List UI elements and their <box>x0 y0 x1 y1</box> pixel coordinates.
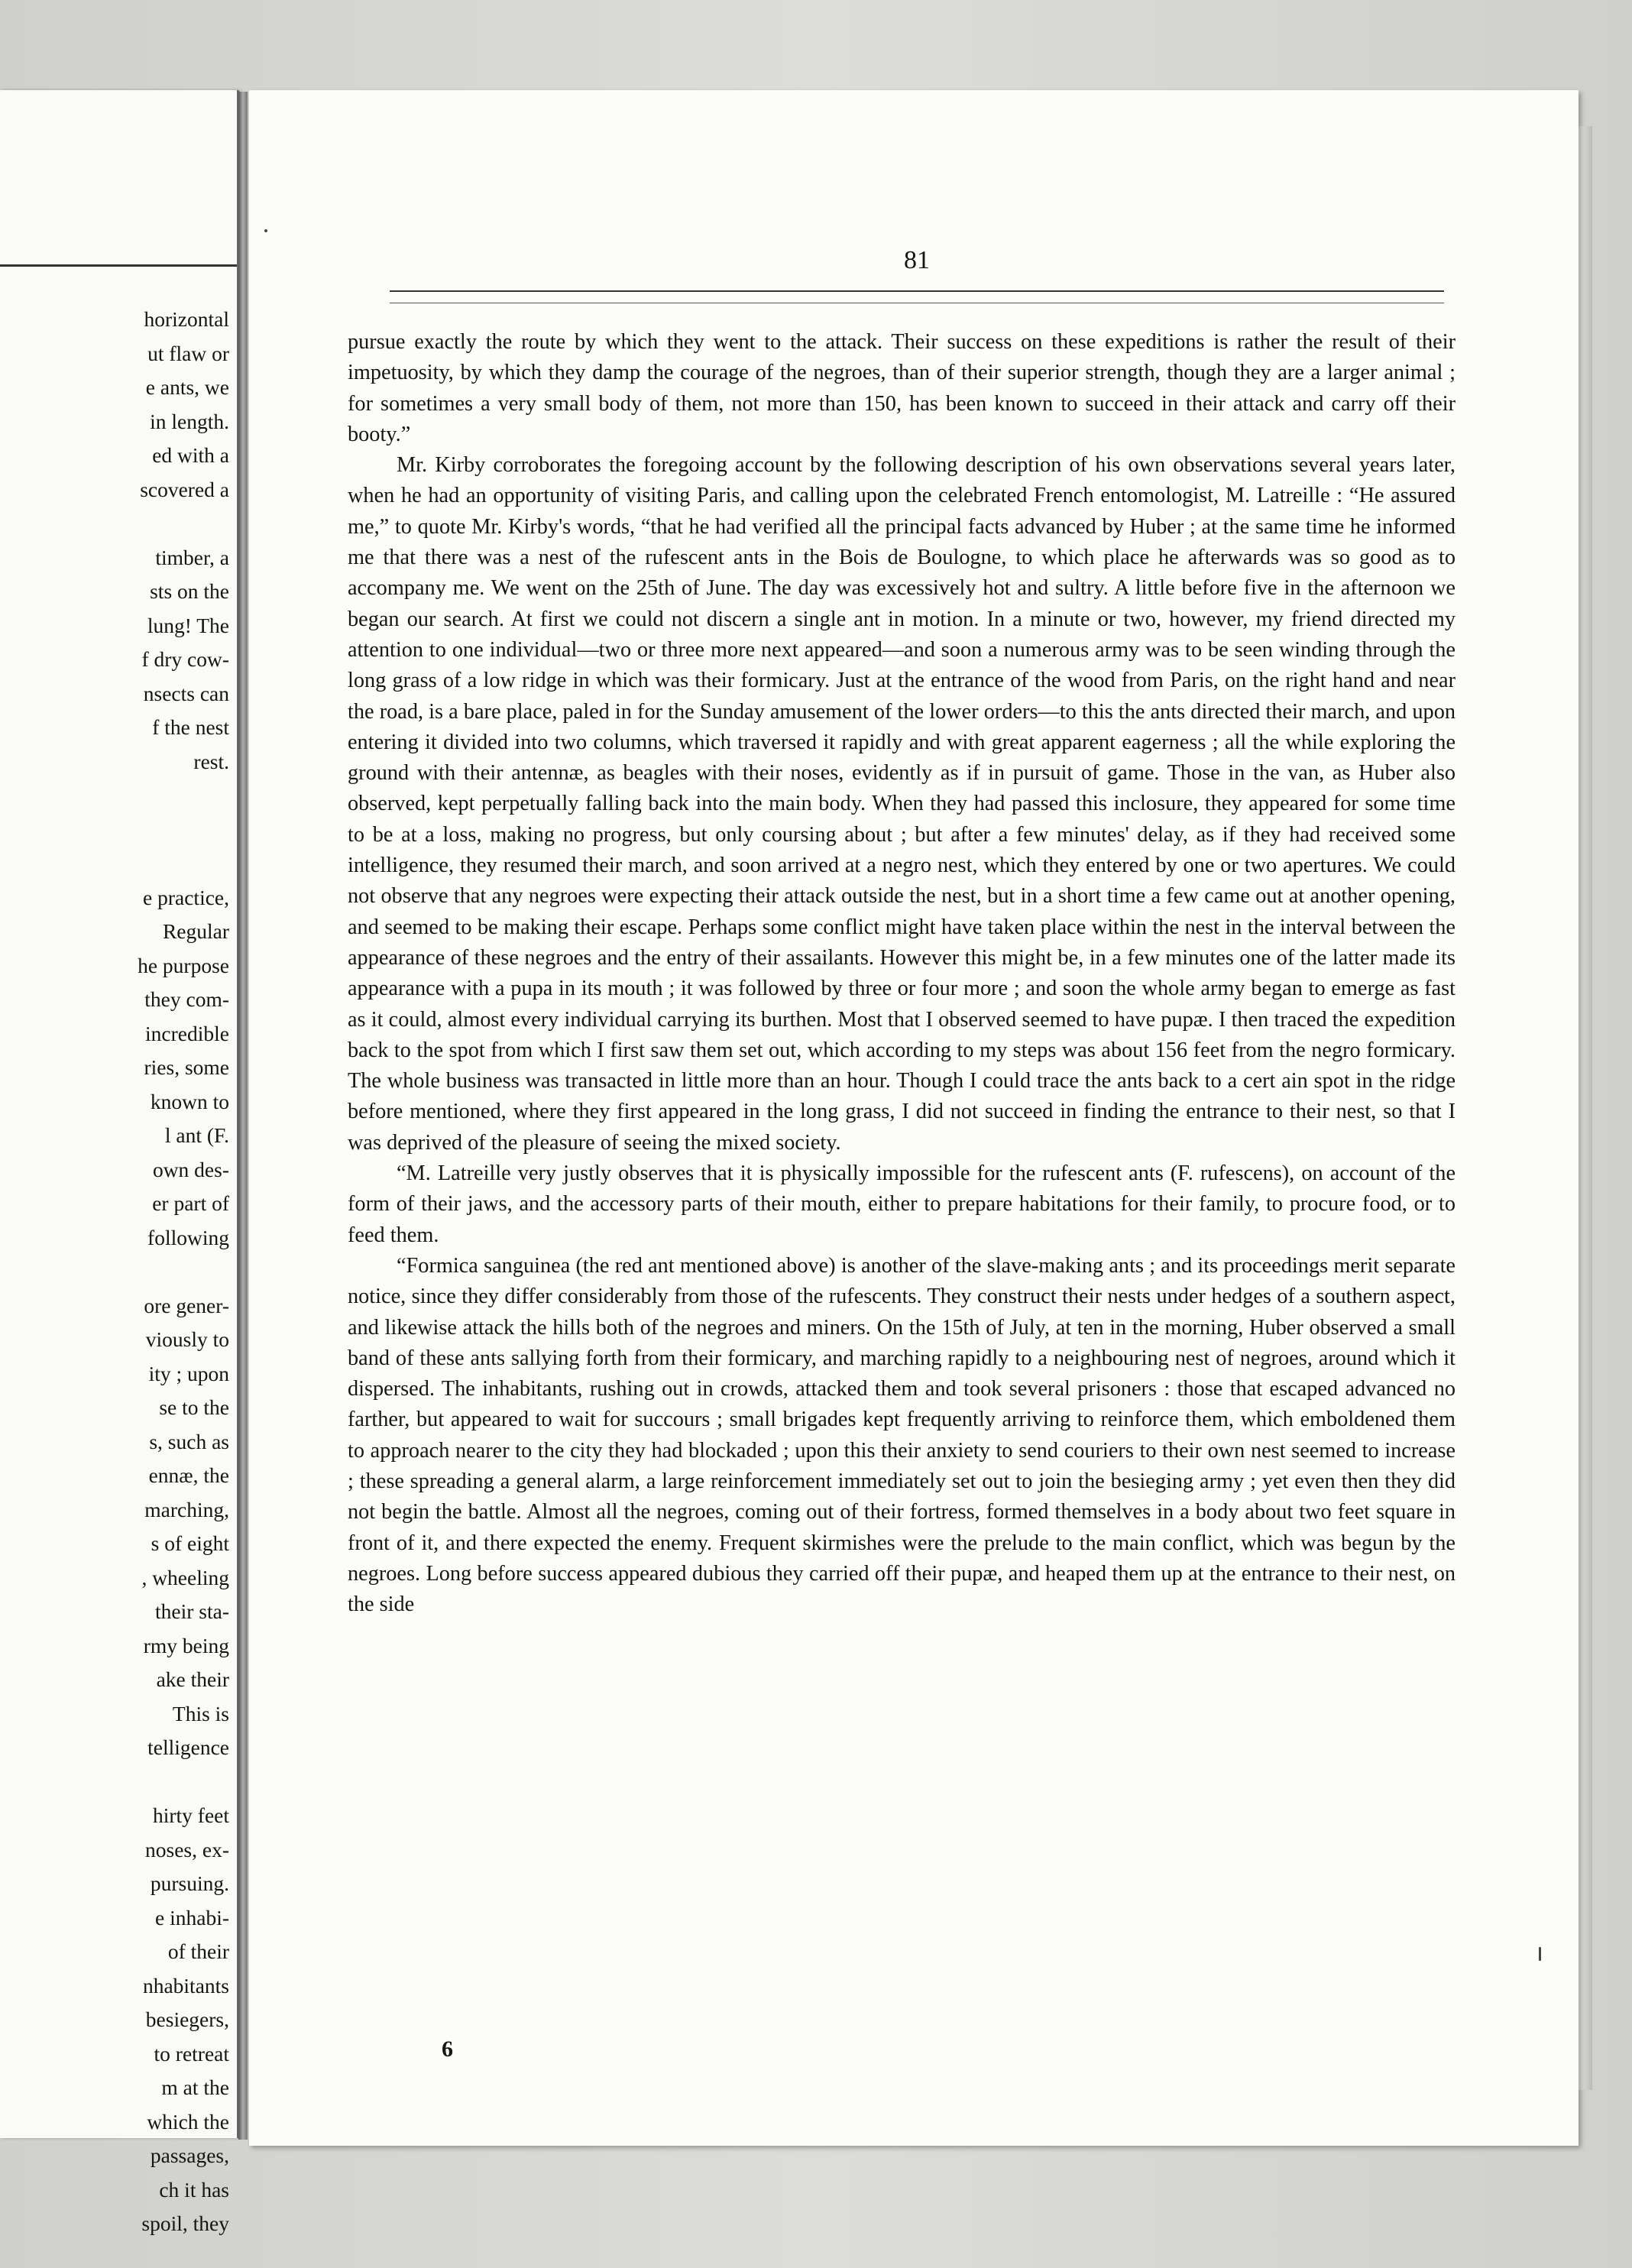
left-page-line: se to the <box>159 1395 229 1419</box>
left-page-line: following <box>147 1225 229 1249</box>
left-page-line: passages, <box>150 2143 229 2167</box>
left-page-header-rule <box>0 264 237 267</box>
left-page-line: , wheeling <box>141 1565 229 1589</box>
left-page-line: own des- <box>152 1157 229 1181</box>
paragraph-continuation: pursue exactly the route by which they went to the attack. Their success on these expeditions is rather the result of their impetuosity, by which they damp the courage of the negroes, than of their superior strength, though they are a larger animal ; for sometimes a very small body of them, not more than 150, has been known to succeed in their attack and carry off their booty.” <box>348 330 1456 446</box>
left-page-line: known to <box>150 1089 229 1113</box>
left-page-line: s of eight <box>151 1531 229 1555</box>
left-page-line: ity ; upon <box>148 1361 229 1385</box>
left-page-line <box>0 813 229 847</box>
left-page-line: their sta- <box>155 1599 229 1623</box>
left-page-line: rest. <box>193 749 229 773</box>
page-number: 81 <box>904 246 930 274</box>
left-page-line: marching, <box>144 1497 229 1521</box>
scan-speck <box>1539 1947 1541 1961</box>
left-page-line: which the <box>147 2109 229 2134</box>
left-page-line: they com- <box>144 987 229 1011</box>
left-page-line: m at the <box>161 2075 229 2099</box>
left-page-line: f dry cow- <box>141 647 229 671</box>
left-page-line: to retreat <box>154 2041 229 2066</box>
paragraph-formica-sanguinea: “Formica sanguinea (the red ant mentioned above) is another of the slave-making ants ; and its proceedings merit separate notice, since they differ considerably from those of the rufescents. They construct their nests under hedges of a southern aspect, and likewise attack the hills both of the negroes and miners. On the 15th of July, at ten in the morning, Huber observed a small band of these ants sallying forth from their formicary, and marching rapidly to a neighbouring nest of negroes, around which it dispersed. The inhabitants, rushing out in crowds, attacked them and took several prisoners : those that escaped advanced no farther, but appeared to wait for succours ; small brigades kept frequently arriving to reinforce them, which emboldened them to approach nearer to the city they had blockaded ; upon this their anxiety to send couriers to their own nest seemed to increase ; these spreading a general alarm, a large reinforcement immediately set out to join the besieging army ; yet even then they did not begin the battle. Almost all the negroes, coming out of their fortress, formed themselves in a body about two feet square in front of it, and there expected the enemy. Frequent skirmishes were the prelude to the main conflict, which was begun by the negroes. Long before success appeared dubious they carried off their pupæ, and heaped them up at the entrance to their nest, on the side <box>348 1253 1456 1617</box>
left-page-line: l ant (F. <box>164 1123 229 1147</box>
scan-speck <box>264 229 267 232</box>
left-page-text <box>0 303 229 2241</box>
left-page-line <box>0 1255 229 1289</box>
left-page-line: f the nest <box>152 715 229 739</box>
book-spine <box>238 92 248 2140</box>
paragraph-latreille: “M. Latreille very justly observes that it is physically impossible for the rufescent ants (F. rufescens), on account of the form of their jaws, and the accessory parts of their mouth, either to prepare habitations for their family, to procure food, or to feed them. <box>348 1162 1456 1247</box>
left-page-line: nhabitants <box>142 1973 229 1997</box>
left-page-line: rmy being <box>143 1633 229 1657</box>
left-page-line: ch it has <box>159 2177 229 2202</box>
body-text <box>348 327 1456 1620</box>
left-page-line: telligence <box>147 1735 229 1759</box>
left-page-line: lung! The <box>147 613 229 637</box>
left-page-line <box>0 847 229 881</box>
signature-mark: 6 <box>442 2036 453 2062</box>
left-page-line: he purpose <box>138 953 229 977</box>
left-page-line: sts on the <box>150 579 229 603</box>
left-page-line: ore gener- <box>144 1293 229 1317</box>
header-rule <box>390 290 1444 303</box>
left-page-line: scovered a <box>140 477 229 501</box>
left-page-line: Regular <box>162 919 229 943</box>
left-page-line: This is <box>172 1701 229 1725</box>
left-page-line: incredible <box>145 1021 229 1045</box>
left-page-line: ennæ, the <box>148 1463 229 1487</box>
left-page-line: ut flaw or <box>147 341 229 365</box>
left-page-line: spoil, they <box>141 2211 229 2235</box>
left-page-line: ake their <box>156 1667 229 1691</box>
left-page-line: horizontal <box>144 307 229 331</box>
left-page-line: of their <box>167 1939 229 1963</box>
left-page-line: e practice, <box>143 885 229 909</box>
left-page-line <box>0 1765 229 1800</box>
left-page-line: ed with a <box>152 443 229 467</box>
left-page-line: noses, ex- <box>145 1837 229 1861</box>
left-page-line: ries, some <box>144 1055 229 1079</box>
left-page-line: viously to <box>145 1327 229 1351</box>
left-page-line: timber, a <box>155 545 229 569</box>
left-page-line: nsects can <box>143 681 229 705</box>
left-page-line: besiegers, <box>145 2007 229 2031</box>
left-page-line <box>0 507 229 541</box>
left-page-line: hirty feet <box>152 1803 229 1827</box>
left-page-line: pursuing. <box>150 1871 229 1895</box>
left-page-line: e ants, we <box>145 375 229 399</box>
left-page-line: e inhabi- <box>155 1905 229 1929</box>
paragraph-kirby: Mr. Kirby corroborates the foregoing account by the following description of his own observations several years later, when he had an opportunity of visiting Paris, and calling upon the celebrated French entomologist, M. Latreille : “He assured me,” to quote Mr. Kirby's words, “that he had verified all the principal facts advanced by Huber ; at the same time he informed me that there was a nest of the rufescent ants in the Bois de Boulogne, to which place he afterwards was so good as to accompany me. We went on the 25th of June. The day was excessively hot and sultry. A little before five in the afternoon we began our search. At first we could not discern a single ant in motion. In a minute or two, however, my friend directed my attention to one individual—two or three more next appeared—and soon a numerous army was to be seen winding through the long grass of a low ridge in which was their formicary. Just at the entrance of the wood from Paris, on the right hand and near the road, is a bare place, paled in for the Sunday amusement of the lower orders—to this the ants directed their march, and upon entering it divided into two columns, which traversed it rapidly and with great apparent eagerness ; all the while exploring the ground with their antennæ, as beagles with their noses, evidently as if in pursuit of game. Those in the van, as Huber also observed, kept perpetually falling back into the main body. When they had passed this inclosure, they appeared for some time to be at a loss, making no progress, but only coursing about ; but after a few minutes' delay, as if they had received some intelligence, they resumed their march, and soon arrived at a negro nest, which they entered by one or two apertures. We could not observe that any negroes were expecting their attack outside the nest, but in a short time a few came out at another opening, and seemed to be making their escape. Perhaps some conflict might have taken place within the nest in the interval between the appearance of these negroes and the entry of their assailants. However this might be, in a few minutes one of the latter made its appearance with a pupa in its mouth ; it was followed by three or four more ; and soon the whole army began to emerge as fast as it could, almost every individual carrying its burthen. Most that I observed seemed to have pupæ. I then traced the expedition back to the spot from which I first saw them set out, which according to my steps was about 156 feet from the negro formicary. The whole business was transacted in little more than an hour. Though I could trace the ants back to a cert ain spot in the ridge before mentioned, where they first appeared in the long grass, I did not succeed in finding the entrance to their nest, so that I was deprived of the pleasure of seeing the mixed society. <box>348 453 1456 1155</box>
left-page-fragment <box>0 90 239 2235</box>
left-page-line: s, such as <box>149 1429 229 1453</box>
left-page-line: in length. <box>150 409 229 433</box>
left-page-line: er part of <box>152 1191 229 1215</box>
left-page-line <box>0 779 229 813</box>
